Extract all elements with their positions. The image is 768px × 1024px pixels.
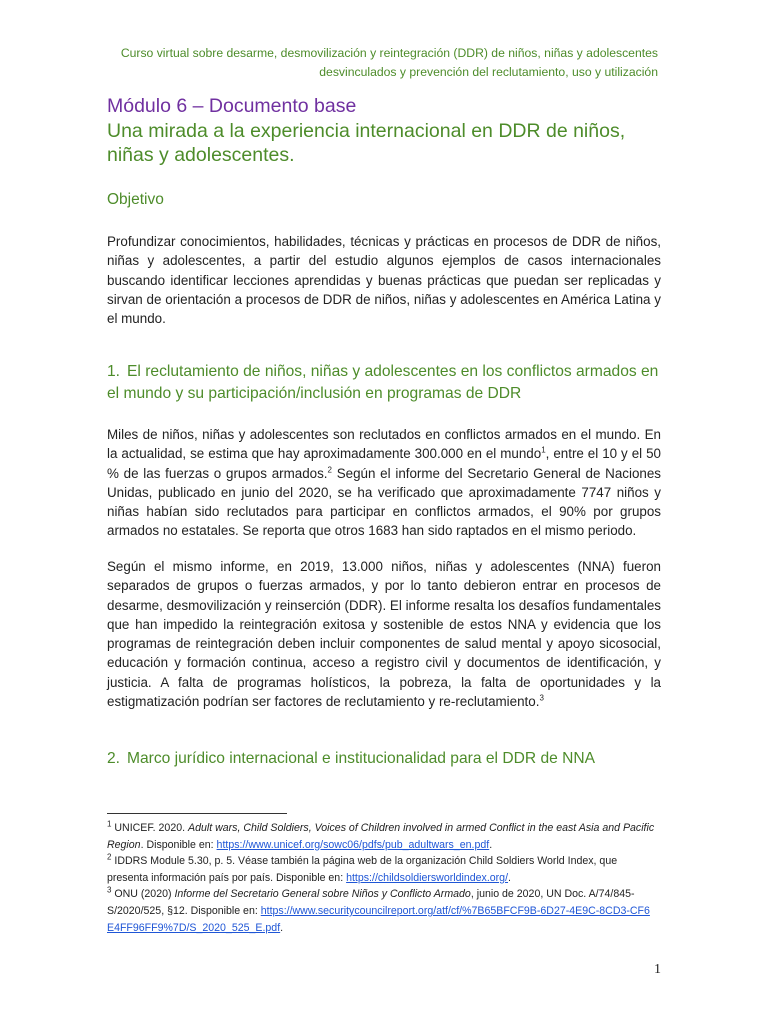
module-title: Módulo 6 – Documento base — [107, 95, 357, 117]
section-1-heading — [107, 361, 667, 405]
footnote-2 — [107, 853, 655, 886]
module-subtitle: Una mirada a la experiencia internacional en DDR de niños, niñas y adolescentes. — [107, 119, 626, 166]
section-2-number: 2. — [107, 750, 121, 767]
section-2-title: Marco jurídico internacional e institucionalidad para el DDR de NNA — [127, 750, 596, 767]
footnote-2-text-a: IDDRS Module 5.30, p. 5. Véase también la página web de la organización Child Soldiers World Index, que presenta información país por país. Disponible en: — [107, 855, 618, 884]
footnote-3-text-a: ONU (2020) — [111, 888, 175, 901]
document-title — [107, 94, 667, 168]
footnote-3-title: Informe del Secretario General sobre Niños y Conflicto Armado — [174, 888, 471, 901]
objetivo-paragraph: Profundizar conocimientos, habilidades, técnicas y prácticas en procesos de DDR de niños, niñas y adolescentes, a partir del estudio algunos ejemplos de casos internacionales buscando identificar lecciones aprendidas y buenas prácticas que puedan ser replicadas y sirvan de orientación a procesos de DDR de niños, niñas y adolescentes en América Latina y el mundo. — [107, 234, 661, 327]
footnote-2-text-b: . — [508, 871, 511, 884]
footnote-3-text-b: , junio de 2020, UN Doc. A/74/845-S/2020/525, §12. Disponible en: — [107, 888, 635, 917]
header-line-1: Curso virtual sobre desarme, desmovilización y reintegración (DDR) de niños, niñas y adolescentes — [120, 46, 658, 60]
footnote-separator — [107, 813, 287, 814]
header-line-2: desvinculados y prevención del reclutamiento, uso y utilización — [319, 65, 658, 79]
footnote-1-text-c: . — [489, 838, 493, 851]
section-1-title: El reclutamiento de niños, niñas y adolescentes en los conflictos armados en el mundo y su participación/inclusión en programas de DDR — [107, 363, 659, 402]
footnote-2-number: 2 — [107, 852, 112, 862]
p1-text-c: Según el informe del Secretario General de Naciones Unidas, publicado en junio del 2020, se ha verificado que aproximadamente 7747 niños y niñas habían sido reclutados para participar en conflictos armados, el 90% por grupos armados no estatales. Se reporta que otros 1683 han sido raptados en el mismo periodo. — [107, 465, 661, 539]
footnote-3-link[interactable]: https://www.securitycouncilreport.org/atf/cf/%7B65BFCF9B-6D27-4E9C-8CD3-CF6E4FF96FF9%7D/S_2020_525_E.pdf — [107, 904, 650, 934]
footnote-1-text-a: UNICEF. 2020. — [111, 822, 188, 834]
objetivo-heading: Objetivo — [107, 191, 164, 208]
p2-text: Según el mismo informe, en 2019, 13.000 niños, niñas y adolescentes (NNA) fueron separados de grupos o fuerzas armados, y por lo tanto debieron entrar en procesos de desarme, desmovilización y reinserción (DDR). El informe resalta los desafíos fundamentales que han impedido la reintegración exitosa y sostenible de estos NNA y evidencia que los programas de reintegración deben incluir componentes de salud mental y apoyo sicosocial, educación y formación continua, acceso a registro civil y documentos de identificación, y justicia. A falta de programas holísticos, la pobreza, la falta de oportunidades y la estigmatización podrían ser factores de reclutamiento y re-reclutamiento. — [107, 559, 661, 710]
footnote-1 — [107, 820, 655, 853]
footnotes — [107, 820, 655, 936]
running-header — [98, 44, 658, 82]
footnote-3-text-c: . — [280, 921, 284, 934]
p1-text-a: Miles de niños, niñas y adolescentes son reclutados en conflictos armados en el mundo. En la actualidad, se estima que hay aproximadamente 300.000 en el mundo — [107, 427, 661, 462]
section-1-paragraph-1 — [107, 425, 661, 541]
footnote-3-number: 3 — [107, 885, 112, 895]
p1-text-b: , entre el 10 y el 50 % de las fuerzas o grupos armados. — [107, 446, 661, 481]
footnote-ref-1: 1 — [541, 445, 546, 455]
footnote-ref-3: 3 — [539, 693, 544, 703]
footnote-1-link[interactable]: https://www.unicef.org/sowc06/pdfs/pub_adultwars_en.pdf — [216, 838, 490, 851]
footnote-1-number: 1 — [107, 819, 112, 829]
footnote-2-link[interactable]: https://childsoldiersworldindex.org/ — [346, 871, 509, 884]
section-2-heading — [107, 748, 667, 770]
footnote-1-title: Adult wars, Child Soldiers, Voices of Children involved in armed Conflict in the east Asia and Pacific Region — [107, 822, 655, 851]
footnote-3 — [107, 886, 655, 936]
section-1-number: 1. — [107, 363, 121, 380]
footnote-1-text-b: . Disponible en: — [140, 838, 217, 851]
page-number: 1 — [654, 962, 661, 977]
section-1-paragraph-2 — [107, 557, 661, 711]
footnote-ref-2: 2 — [327, 465, 332, 475]
